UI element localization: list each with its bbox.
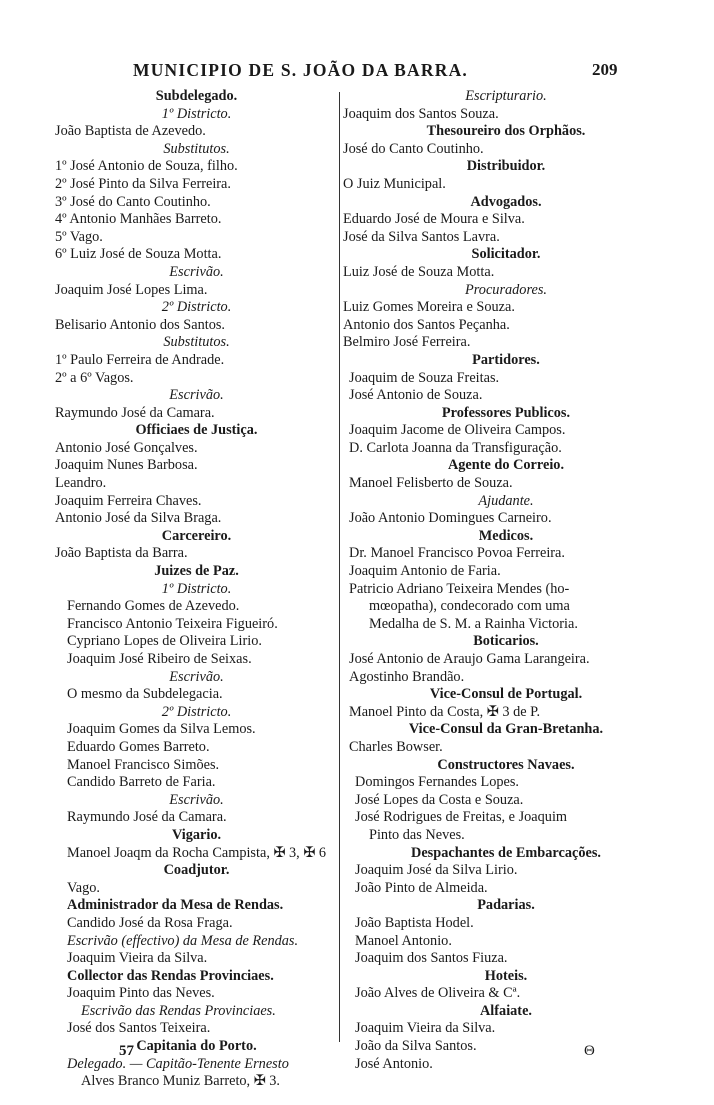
entry-line: Dr. Manoel Francisco Povoa Ferreira. [349,545,565,562]
entry-line: Francisco Antonio Teixeira Figueiró. [67,615,278,632]
entry-line: Charles Bowser. [349,738,443,755]
entry-line: Antonio dos Santos Peçanha. [343,316,510,333]
section-heading: Escrivão. [169,263,224,280]
entry-line: Candido Barreto de Faria. [67,774,216,791]
section-heading: Alfaiate. [479,1002,532,1019]
entry-line: Belmiro José Ferreira. [343,334,471,351]
entry-line: Raymundo José da Camara. [67,809,227,826]
section-heading: 1º Districto. [161,105,232,122]
section-heading: Distribuidor. [466,158,546,175]
entry-line: Joaquim Jacome de Oliveira Campos. [349,422,566,439]
entry-line: 1º José Antonio de Souza, filho. [55,158,238,175]
page-header [0,54,714,84]
entry-line: Belisario Antonio dos Santos. [55,316,225,333]
entry-line: Manoel Francisco Simões. [67,756,220,773]
entry-line: Joaquim José Lopes Lima. [55,281,208,298]
entry-line: José Lopes da Costa e Souza. [355,791,524,808]
entry-line: João Pinto de Almeida. [355,879,488,896]
entry-line: Joaquim dos Santos Fiuza. [355,950,508,967]
entry-line: Medalha de S. M. a Rainha Victoria. [369,615,578,632]
entry-line: Antonio José Gonçalves. [55,439,198,456]
entry-line: José Rodrigues de Freitas, e Joaquim [355,809,568,826]
section-heading: Solicitador. [471,246,541,263]
entry-line: 4º Antonio Manhães Barreto. [55,211,222,228]
section-heading: Escrivão. [169,387,224,404]
section-heading: Thesoureiro dos Orphãos. [426,123,586,140]
entry-line: Escrivão (effectivo) da Mesa de Rendas. [67,932,299,949]
section-heading: Vigario. [171,826,222,843]
section-heading: Subdelegado. [155,88,238,104]
section-heading: Officiaes de Justiça. [135,422,258,439]
entry-line: Luiz Gomes Moreira e Souza. [343,299,515,316]
entry-line: Manoel Antonio. [355,932,452,949]
entry-line: João da Silva Santos. [355,1038,477,1055]
section-heading: 1º Districto. [161,580,232,597]
entry-line: Luiz José de Souza Motta. [343,263,495,280]
entry-line: Patricio Adriano Teixeira Mendes (ho- [349,580,570,597]
entry-line: 5º Vago. [55,228,103,245]
column-divider [339,92,340,1042]
section-heading: Procuradores. [465,281,547,298]
left-column [55,88,338,1091]
entry-line: Joaquim Vieira da Silva. [355,1020,496,1037]
entry-line: Joaquim Ferreira Chaves. [55,492,202,509]
entry-line: Raymundo José da Camara. [55,404,215,421]
entry-line: Joaquim José Ribeiro de Seixas. [67,651,252,667]
section-heading: Collector das Rendas Provinciaes. [67,967,274,984]
entry-line: 3º José do Canto Coutinho. [55,193,211,210]
section-heading: Vice-Consul de Portugal. [429,686,583,703]
entry-line: Joaquim Nunes Barbosa. [55,457,198,474]
entry-line: D. Carlota Joanna da Transfiguração. [349,439,562,456]
section-heading: Substitutos. [163,334,230,351]
entry-line: Delegado. — Capitão-Tenente Ernesto [67,1055,289,1072]
section-heading: Escripturario. [465,88,547,104]
entry-line: João Antonio Domingues Carneiro. [349,510,552,527]
entry-line: Joaquim José da Silva Lirio. [355,862,518,879]
entry-line: Joaquim Vieira da Silva. [67,950,208,967]
entry-line: José dos Santos Teixeira. [67,1020,211,1037]
entry-line: Joaquim de Souza Freitas. [349,369,500,386]
section-heading: Medicos. [478,527,534,544]
entry-line: Pinto das Neves. [369,826,465,843]
entry-line: José do Canto Coutinho. [343,140,484,157]
entry-line: O mesmo da Subdelegacia. [67,686,223,703]
signature-mark: 57 [119,1043,134,1059]
entry-line: Agostinho Brandão. [349,668,465,685]
entry-line: Alves Branco Muniz Barreto, ✠ 3. [81,1073,280,1090]
entry-line: João Baptista Hodel. [355,914,474,931]
entry-line: Fernando Gomes de Azevedo. [67,598,240,615]
entry-line: Cypriano Lopes de Oliveira Lirio. [67,633,262,650]
entry-line: José Antonio de Araujo Gama Larangeira. [349,651,590,667]
section-heading: Vice-Consul da Gran-Bretanha. [408,721,604,738]
section-heading: Constructores Navaes. [437,756,575,773]
entry-line: Manoel Felisberto de Souza. [349,475,513,492]
entry-line: Candido José da Rosa Fraga. [67,914,233,931]
entry-line: 2º a 6º Vagos. [55,369,134,386]
entry-line: Joaquim dos Santos Souza. [343,105,499,122]
entry-line: 1º Paulo Ferreira de Andrade. [55,351,225,368]
entry-line: Eduardo Gomes Barreto. [67,738,210,755]
section-heading: Coadjutor. [163,862,230,879]
section-heading: Agente do Correio. [447,457,565,474]
section-heading: Substitutos. [163,140,230,157]
page-title: MUNICIPIO DE S. JOÃO DA BARRA. [133,60,468,80]
entry-line: 2º José Pinto da Silva Ferreira. [55,175,231,192]
entry-line: Escrivão das Rendas Provinciaes. [81,1002,276,1019]
entry-line: João Baptista da Barra. [55,545,188,562]
section-heading: Juizes de Paz. [154,563,239,580]
entry-line: Joaquim Antonio de Faria. [349,563,501,580]
section-heading: Despachantes de Embarcações. [411,844,601,861]
entry-line: Antonio José da Silva Braga. [55,510,222,527]
entry-line: João Baptista de Azevedo. [55,123,206,140]
section-heading: 2º Districto. [161,299,232,316]
footer-mark: Θ [584,1043,595,1059]
entry-line: Manoel Joaqm da Rocha Campista, ✠ 3, ✠ 6 [67,844,327,861]
section-heading: Ajudante. [478,492,534,509]
section-heading: Boticarios. [473,633,539,650]
entry-line: Eduardo José de Moura e Silva. [343,211,525,228]
entry-line: Joaquim Pinto das Neves. [67,985,215,1002]
entry-line: José Antonio. [355,1055,433,1072]
section-heading: Professores Publicos. [441,404,571,421]
entry-line: Joaquim Gomes da Silva Lemos. [67,721,256,738]
entry-line: João Alves de Oliveira & Cª. [355,985,521,1002]
section-heading: Capitania do Porto. [136,1038,257,1055]
section-heading: Administrador da Mesa de Rendas. [67,897,284,914]
entry-line: mœopatha), condecorado com uma [369,598,570,615]
entry-line: Domingos Fernandes Lopes. [355,774,519,791]
entry-line: O Juiz Municipal. [343,175,446,192]
section-heading: Advogados. [470,193,542,210]
page-number: 209 [592,60,618,79]
right-column [343,88,669,1073]
section-heading: Padarias. [477,897,535,914]
entry-line: José da Silva Santos Lavra. [343,228,500,245]
section-heading: Partidores. [472,351,540,368]
entry-line: 6º Luiz José de Souza Motta. [55,246,222,263]
entry-line: José Antonio de Souza. [349,387,483,404]
section-heading: Escrivão. [169,668,224,685]
entry-line: Leandro. [55,475,107,492]
section-heading: Carcereiro. [161,527,232,544]
section-heading: Escrivão. [169,791,224,808]
section-heading: Hoteis. [484,967,528,984]
entry-line: Vago. [67,879,100,896]
entry-line: Manoel Pinto da Costa, ✠ 3 de P. [349,703,541,720]
section-heading: 2º Districto. [161,703,232,720]
